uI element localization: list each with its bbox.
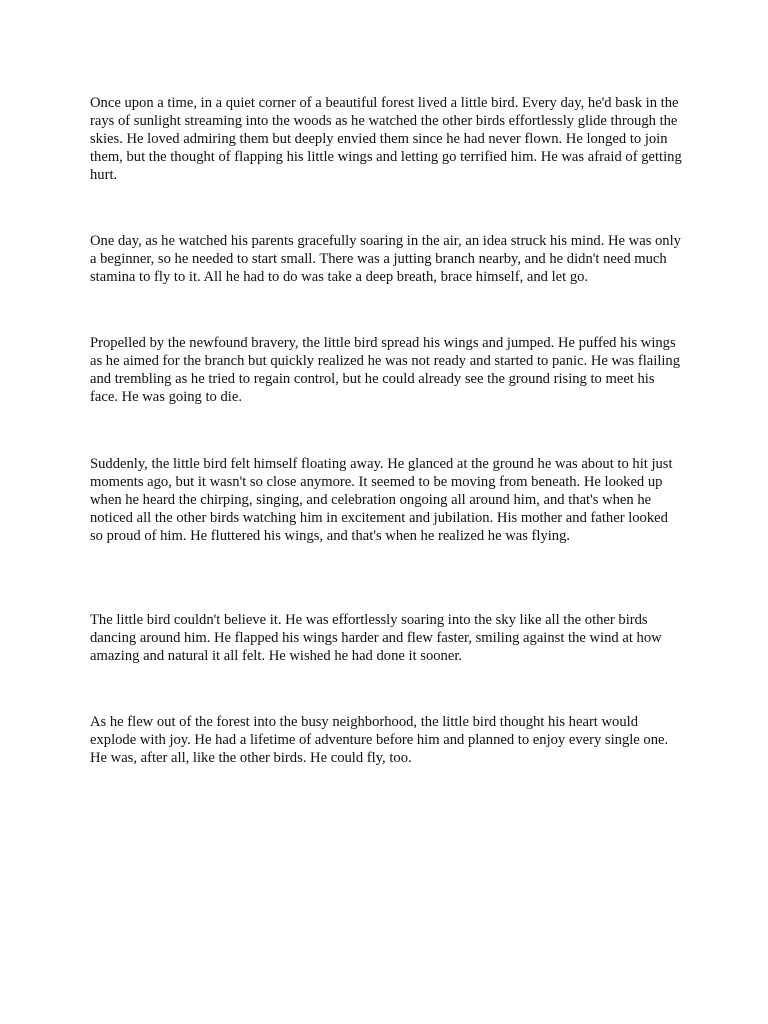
paragraph-2: One day, as he watched his parents gracefully soaring in the air, an idea struck his mind. He was only a beginner, so he needed to start small. There was a jutting branch nearby, and he didn't need much stamina to fly to it. All he had to do was take a deep breath, brace himself, and let go.: [90, 233, 681, 285]
paragraph-1: Once upon a time, in a quiet corner of a beautiful forest lived a little bird. Every day, he'd bask in the rays of sunlight streaming into the woods as he watched the other birds effortlessly glide through the skies. He loved admiring them but deeply envied them since he had never flown. He longed to join them, but the thought of flapping his little wings and letting go terrified him. He was afraid of getting hurt.: [90, 95, 682, 183]
paragraph-5: The little bird couldn't believe it. He was effortlessly soaring into the sky like all the other birds dancing around him. He flapped his wings harder and flew faster, smiling against the wind at how amazing and natural it all felt. He wished he had done it sooner.: [90, 612, 662, 664]
paragraph-4: Suddenly, the little bird felt himself floating away. He glanced at the ground he was about to hit just moments ago, but it wasn't so close anymore. It seemed to be moving from beneath. He looked up when he heard the chirping, singing, and celebration ongoing all around him, and that's when he noticed all the other birds watching him in excitement and jubilation. His mother and father looked so proud of him. He fluttered his wings, and that's when he realized he was flying.: [90, 456, 673, 544]
paragraph-3: Propelled by the newfound bravery, the little bird spread his wings and jumped. He puffed his wings as he aimed for the branch but quickly realized he was not ready and started to panic. He was flailing and trembling as he tried to regain control, but he could already see the ground rising to meet his face. He was going to die.: [90, 335, 681, 405]
paragraph-6: As he flew out of the forest into the busy neighborhood, the little bird thought his heart would explode with joy. He had a lifetime of adventure before him and planned to enjoy every single one. He was, after all, like the other birds. He could fly, too.: [90, 714, 669, 766]
